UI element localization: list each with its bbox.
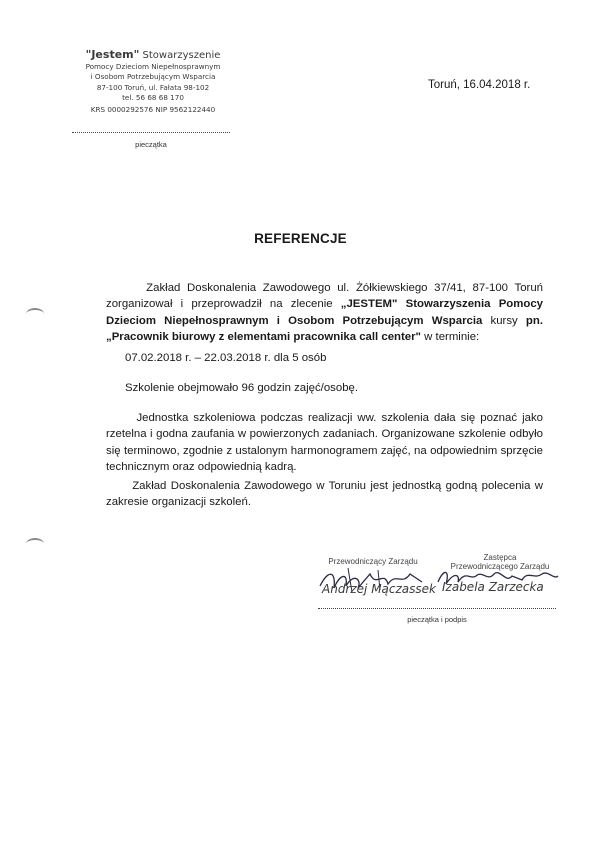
place-date: Toruń, 16.04.2018 r. xyxy=(428,79,531,91)
paragraph-1 xyxy=(106,280,543,345)
signature-dotted-line xyxy=(318,608,556,609)
stamp-phone: tel. 56 68 68 170 xyxy=(122,93,184,102)
stamp-dotted-line xyxy=(72,132,230,133)
punch-hole-mark xyxy=(26,538,44,550)
organization-stamp xyxy=(78,50,228,115)
paragraph-5 xyxy=(106,478,543,511)
paragraph-4-text: Jednostka szkoleniowa podczas realizacji ww. szkolenia dała się poznać jako rzetelna i godna zaufania w powierzonych zadaniach. Organizowane szkolenie odbyło się terminowo, zgodnie z ustalonym harmonogramem zajęć, na odpowiednim sprzęcie technicznym oraz odpowiednią kadrą. xyxy=(106,412,543,473)
paragraph-1-client: „JESTEM" Stowarzyszenia Pomocy Dzieciom Niepełnosprawnym i Osobom Potrzebującym Wsparcia xyxy=(106,298,544,327)
signature-left-name: Andrzej Mączassek xyxy=(322,582,436,596)
stamp-address: 87-100 Toruń, ul. Fałata 98-102 xyxy=(96,82,210,92)
course-hours: Szkolenie obejmowało 96 godzin zajęć/osobę. xyxy=(125,382,359,394)
stamp-name-quoted: "Jestem" xyxy=(85,48,140,61)
signature-caption: pieczątka i podpis xyxy=(407,615,467,624)
paragraph-1-course: pn. „Pracownik biurowy z elementami pracownika call center" xyxy=(106,314,543,343)
course-dates: 07.02.2018 r. – 22.03.2018 r. dla 5 osób xyxy=(125,352,327,364)
paragraph-1-intro: Zakład Doskonalenia Zawodowego ul. Żółkiewskiego 37/41, 87-100 Toruń zorganizował i przeprowadził na zlecenie xyxy=(106,282,543,311)
stamp-krs-nip: KRS 0000292576 NIP 9562122440 xyxy=(90,104,216,114)
punch-hole-mark xyxy=(26,308,44,320)
paragraph-2-dates xyxy=(106,350,543,366)
stamp-caption: pieczątka xyxy=(135,140,167,149)
signature-right-role-line-2: Przewodniczącego Zarządu xyxy=(450,562,550,571)
stamp-line-2: Pomocy Dzieciom Niepełnosprawnym xyxy=(85,61,221,71)
signature-right-name: Izabela Zarzecka xyxy=(442,580,544,594)
document-title: REFERENCJE xyxy=(254,231,347,246)
paragraph-1-mid: kursy xyxy=(482,314,526,327)
signature-left-role: Przewodniczący Zarządu xyxy=(328,557,418,566)
paragraph-5-text: Zakład Doskonalenia Zawodowego w Toruniu jest jednostką godną polecenia w zakresie organizacji szkoleń. xyxy=(106,480,543,509)
stamp-name-rest: Stowarzyszenie xyxy=(139,50,221,61)
paragraph-3-hours xyxy=(106,380,543,396)
paragraph-1-end: w terminie: xyxy=(420,330,480,343)
signature-right-role-line-1: Zastępca xyxy=(483,553,517,562)
paragraph-4 xyxy=(106,410,543,475)
stamp-line-3: i Osobom Potrzebującym Wsparcia xyxy=(90,72,216,81)
